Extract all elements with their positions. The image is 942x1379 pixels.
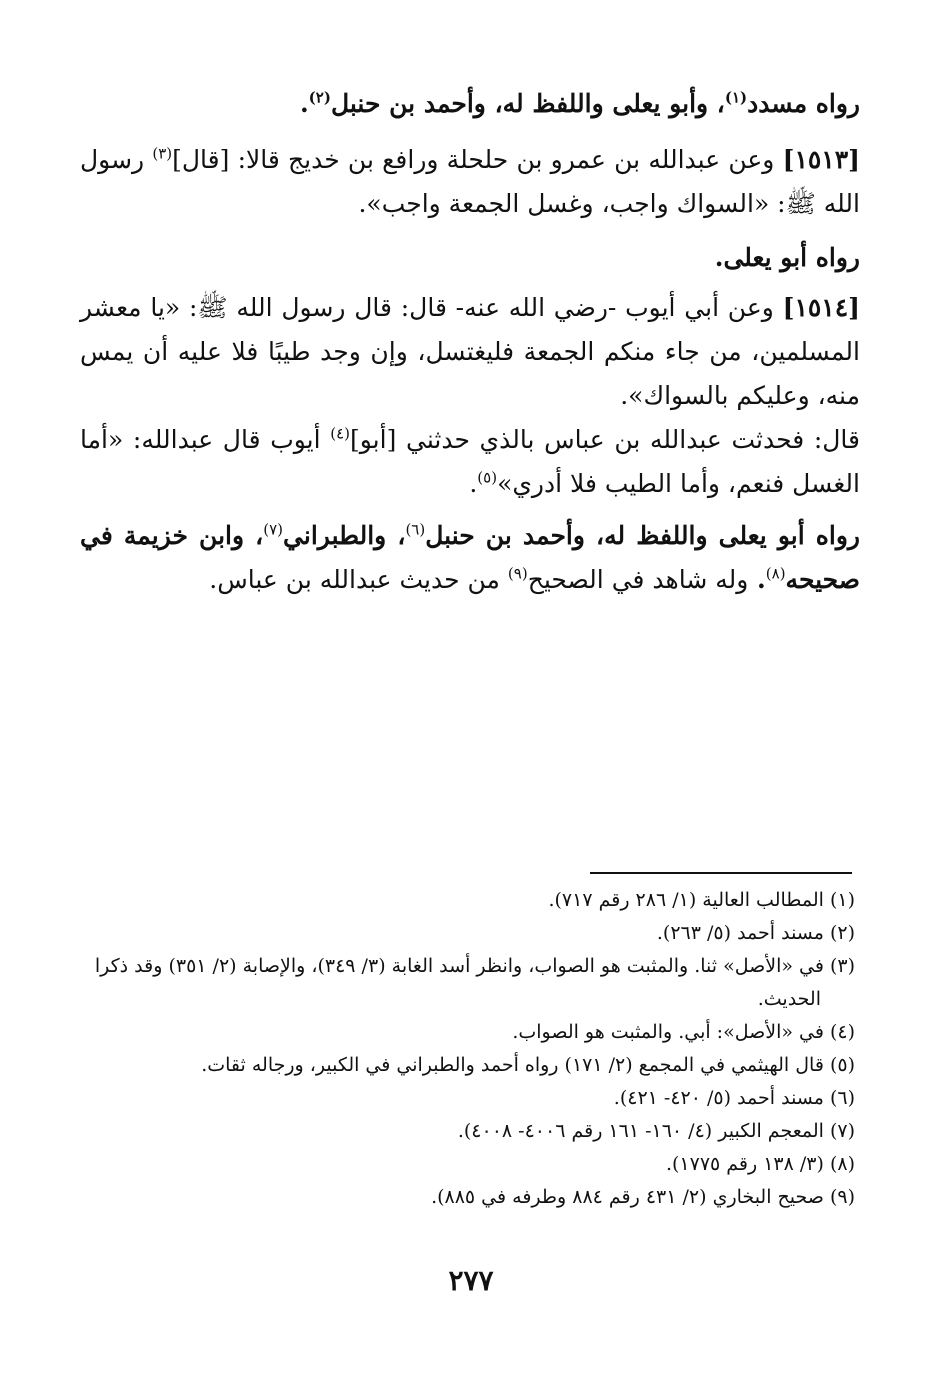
footnote-text: المطالب العالية (١/ ٢٨٦ رقم ٧١٧). (548, 889, 824, 911)
p6-text-b: ، والطبراني (283, 521, 406, 550)
footnote-3 (80, 950, 855, 1016)
footnote-text: في «الأصل» ثنا. والمثبت هو الصواب، وانظر أسد الغابة (٣/ ٣٤٩)، والإصابة (٢/ ٣٥١) وقد ذكرا الحديث. (94, 955, 824, 1010)
p6-text-c: ، وابن خزيمة في صحيحه (80, 521, 860, 594)
footnote-number: (٤) (829, 1021, 855, 1043)
footnote-number: (٦) (829, 1087, 855, 1109)
footnote-7 (80, 1115, 855, 1148)
footnote-ref-2: (٢) (308, 88, 331, 107)
paragraph-5 (80, 418, 860, 506)
footnote-9 (80, 1181, 855, 1214)
footnote-number: (٨) (829, 1153, 855, 1175)
p6-text-d: . (748, 565, 766, 594)
p5-text-a: قال: فحدثت عبدالله بن عباس بالذي حدثني [أبو] (350, 425, 860, 454)
p6-text-f: من حديث عبدالله بن عباس. (209, 565, 508, 594)
page-number: ٢٧٧ (448, 1264, 494, 1297)
footnote-2 (80, 917, 855, 950)
p3-text: رواه أبو يعلى. (714, 243, 860, 272)
footnote-ref-7: (٧) (263, 520, 284, 539)
hadith-1513-text-a: وعن عبدالله بن عمرو بن حلحلة ورافع بن خديج قالا: [قال] (172, 145, 783, 174)
footnote-8 (80, 1148, 855, 1181)
p5-text-c: . (469, 469, 478, 498)
footnote-1 (80, 884, 855, 917)
footnote-text: مسند أحمد (٥/ ٤٢٠- ٤٢١). (613, 1087, 824, 1109)
paragraph-3 (80, 236, 860, 280)
hadith-number-1513: [١٥١٣] (782, 145, 860, 174)
footnote-ref-5: (٥) (477, 468, 498, 487)
footnote-4 (80, 1016, 855, 1049)
hadith-1513-text-b: رسول الله ﷺ: «السواك واجب، وغسل الجمعة واجب». (80, 145, 860, 218)
footnote-text: صحيح البخاري (٢/ ٤٣١ رقم ٨٨٤ وطرفه في ٨٨٥). (431, 1186, 824, 1208)
footnote-5 (80, 1049, 855, 1082)
footnote-number: (٥) (829, 1054, 855, 1076)
p6-text-a: رواه أبو يعلى واللفظ له، وأحمد بن حنبل (425, 521, 860, 550)
footnote-number: (١) (829, 889, 855, 911)
footnote-ref-9: (٩) (507, 564, 528, 583)
p1-text-a: رواه مسدد (747, 89, 860, 118)
paragraph-6 (80, 514, 860, 602)
footnote-separator (590, 872, 852, 874)
p6-text-e: وله شاهد في الصحيح (527, 565, 749, 594)
footnote-number: (٢) (829, 922, 855, 944)
footnote-number: (٣) (829, 955, 855, 977)
p5-text-b: أيوب قال عبدالله: «أما الغسل فنعم، وأما الطيب فلا أدري» (80, 425, 860, 498)
paragraph-1 (80, 82, 860, 126)
p1-text-b: ، وأبو يعلى واللفظ له، وأحمد بن حنبل (330, 89, 725, 118)
footnote-ref-1: (١) (724, 88, 748, 107)
footnotes (80, 884, 855, 1214)
p1-text-c: . (299, 89, 309, 118)
footnote-ref-3: (٣) (152, 144, 173, 163)
hadith-1514 (80, 286, 860, 418)
footnote-text: في «الأصل»: أبي. والمثبت هو الصواب. (512, 1021, 824, 1043)
footnote-text: المعجم الكبير (٤/ ١٦٠- ١٦١ رقم ٤٠٠٦- ٤٠٠٨). (457, 1120, 824, 1142)
hadith-1514-text: وعن أبي أيوب -رضي الله عنه- قال: قال رسول الله ﷺ: «يا معشر المسلمين، من جاء منكم الجمعة فليغتسل، وإن وجد طيبًا فلا عليه أن يمس منه، وعليكم بالسواك». (80, 293, 860, 410)
hadith-1513 (80, 138, 860, 226)
footnote-ref-6: (٦) (405, 520, 426, 539)
hadith-number-1514: [١٥١٤] (782, 293, 860, 322)
footnote-6 (80, 1082, 855, 1115)
footnote-text: قال الهيثمي في المجمع (٢/ ١٧١) رواه أحمد والطبراني في الكبير، ورجاله ثقات. (201, 1054, 824, 1076)
footnote-number: (٩) (829, 1186, 855, 1208)
footnote-text: مسند أحمد (٥/ ٢٦٣). (656, 922, 824, 944)
footnote-number: (٧) (829, 1120, 855, 1142)
footnote-ref-8: (٨) (765, 564, 786, 583)
footnote-ref-4: (٤) (330, 424, 350, 443)
footnote-text: (٣/ ١٣٨ رقم ١٧٧٥). (665, 1153, 824, 1175)
